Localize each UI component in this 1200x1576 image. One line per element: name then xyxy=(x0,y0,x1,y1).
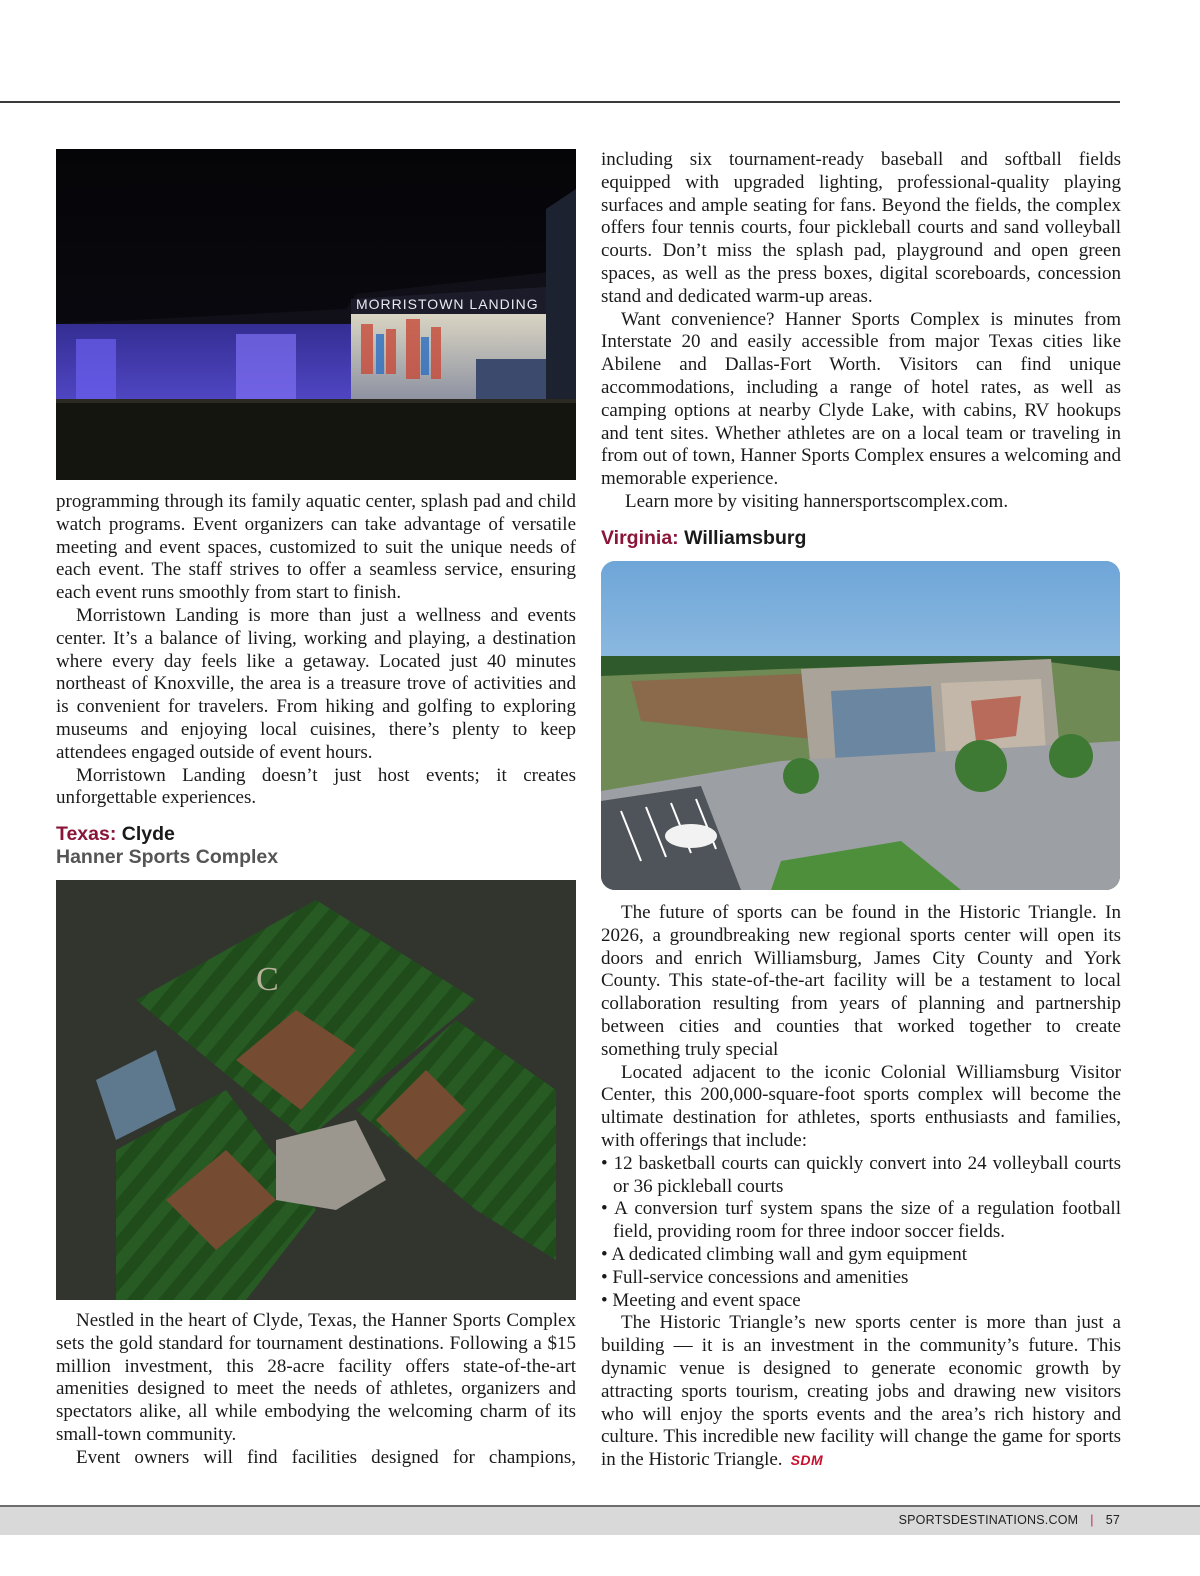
body-paragraph xyxy=(601,1312,1121,1472)
body-paragraph: Located adjacent to the iconic Colonial Williamsburg Visitor Center, this 200,000-square-foot sports complex will become the ultimate destination for athletes, sports enthusiasts and families, with offerings that include: xyxy=(601,1061,1121,1151)
sign-text: MORRISTOWN LANDING xyxy=(356,296,539,312)
hanner-aerial-photo xyxy=(56,880,576,1300)
right-column-bottom-text xyxy=(601,902,1121,1472)
state-label: Virginia: xyxy=(601,527,679,549)
top-rule xyxy=(0,101,1120,103)
list-item: • 12 basketball courts can quickly convert into 24 volleyball courts or 36 pickleball courts xyxy=(601,1152,1121,1197)
list-item: • Meeting and event space xyxy=(601,1289,801,1311)
texas-heading xyxy=(56,823,576,869)
offerings-list xyxy=(601,1153,1121,1313)
list-item: • A conversion turf system spans the size of a regulation football field, providing room for three indoor soccer fields. xyxy=(601,1198,1121,1243)
city-label: Clyde xyxy=(121,823,175,845)
williamsburg-rendering-photo xyxy=(601,561,1120,890)
closing-text: The Historic Triangle’s new sports center is more than just a building — it is an investment in the community’s future. This dynamic venue is designed to generate economic growth by attracting sports tourism, creating jobs and drawing new visitors who will enjoy the sports events and the area’s rich history and culture. This incredible new facility will change the game for sports in the Historic Triangle. xyxy=(601,1312,1121,1471)
state-label: Texas: xyxy=(56,823,117,845)
svg-text:C: C xyxy=(256,961,279,998)
body-paragraph: including six tournament-ready baseball and softball fields equipped with upgraded lighting, professional-quality playing surfaces and ample seating for fans. Beyond the fields, the complex offers four tennis courts, four pickleball courts and sand volleyball courts. Don’t miss the splash pad, playground and open green spaces, as well as the press boxes, digital scoreboards, concession stand and dedicated warm-up areas. xyxy=(601,149,1121,307)
body-paragraph: programming through its family aquatic center, splash pad and child watch programs. Event organizers can take advantage of versatile meeting and event spaces, customized to suit the unique needs of each event. The staff strives to offer a seamless service, ensuring each event runs smoothly from start to finish. xyxy=(56,491,576,604)
body-paragraph: Want convenience? Hanner Sports Complex is minutes from Interstate 20 and easily accessible from major Texas cities like Abilene and Dallas-Fort Worth. Visitors can find unique accommodations, including a range of hotel rates, as well as camping options at nearby Clyde Lake, with cabins, RV hookups and tent sites. Whether athletes are on a local team or traveling in from out of town, Hanner Sports Complex ensures a welcoming and memorable experience. xyxy=(601,308,1121,490)
right-column-top-text xyxy=(601,149,1121,514)
venue-label: Hanner Sports Complex xyxy=(56,846,279,868)
footer-site: SPORTSDESTINATIONS.COM xyxy=(898,1513,1079,1527)
body-paragraph: Learn more by visiting hannersportscomplex.com. xyxy=(625,490,1009,512)
morristown-night-image xyxy=(56,149,576,480)
sports-center-rendering-image xyxy=(601,561,1120,890)
body-paragraph: Nestled in the heart of Clyde, Texas, the Hanner Sports Complex sets the gold standard for tournament destinations. Following a $15 million investment, this 28-acre facility offers state-of-the-art amenities designed to meet the needs of athletes, organizers and spectators alike, all while embodying the welcoming charm of its small-town community. xyxy=(56,1310,576,1445)
morristown-landing-photo xyxy=(56,149,576,480)
body-paragraph: Morristown Landing doesn’t just host events; it creates unforgettable experiences. xyxy=(56,764,576,809)
footer-text xyxy=(899,1513,1120,1527)
body-paragraph: The future of sports can be found in the Historic Triangle. In 2026, a groundbreaking new regional sports center will open its doors and enrich Williamsburg, James City County and York County. This state-of-the-art facility will be a testament to local collaboration resulting from years of planning and partnership between cities and counties that worked together to create something truly special xyxy=(601,902,1121,1060)
page-number: 57 xyxy=(1105,1513,1120,1527)
list-item: • A dedicated climbing wall and gym equipment xyxy=(601,1243,967,1265)
sdm-logo: SDM xyxy=(790,1452,824,1469)
left-column-bottom-text xyxy=(56,1310,576,1470)
virginia-heading xyxy=(601,527,1121,550)
left-column-top-text xyxy=(56,491,576,810)
body-paragraph: Morristown Landing is more than just a wellness and events center. It’s a balance of living, working and playing, a destination where every day feels like a getaway. Located just 40 minutes northeast of Knoxville, the area is a treasure trove of activities and is convenient for travelers. From hiking and golfing to exploring museums and enjoying local cuisines, there’s plenty to keep attendees engaged outside of event hours. xyxy=(56,604,576,763)
aerial-fields-image xyxy=(56,880,576,1300)
city-label: Williamsburg xyxy=(684,527,807,549)
body-paragraph: Event owners will find facilities designed for champions, xyxy=(76,1446,576,1468)
page-footer xyxy=(0,1505,1200,1535)
footer-separator: | xyxy=(1090,1513,1094,1527)
list-item: • Full-service concessions and amenities xyxy=(601,1266,909,1288)
